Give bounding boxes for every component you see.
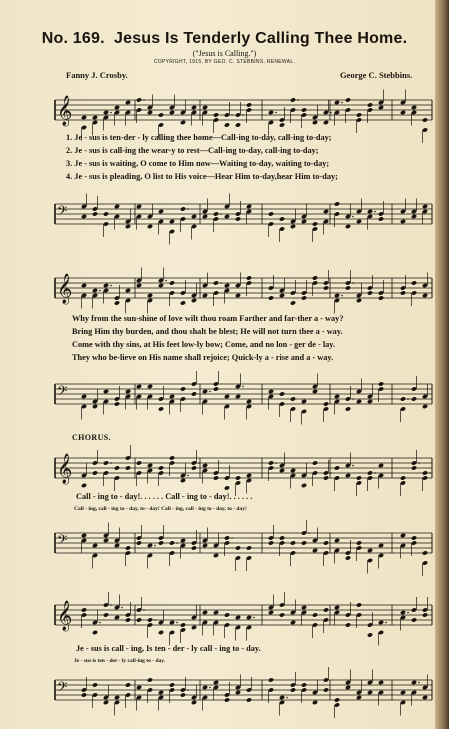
treble-staff-system-4	[0, 597, 449, 637]
svg-text:𝄞: 𝄞	[57, 274, 73, 304]
bass-staff-system-2	[0, 376, 449, 416]
copyright-line: COPYRIGHT, 1915, BY GEO. C. STEBBINS. RENEWAL.	[153, 59, 296, 65]
bass-staff-system-3	[0, 525, 449, 565]
lyricist-credit: Fanny J. Crosby.	[66, 70, 128, 80]
chorus-lyric-2-alto: Je - sus is ten - der - ly call-ing to - day.	[74, 658, 166, 664]
treble-staff-system-1	[0, 92, 449, 132]
treble-staff-system-3	[0, 450, 449, 490]
verse2-line-1: Why from the sun-shine of love wilt thou roam Farther and far-ther a - way?	[72, 314, 344, 323]
verse2-line-2: Bring Him thy burden, and thou shalt be blest; He will not turn thee a - way.	[72, 327, 343, 336]
svg-text:𝄞: 𝄞	[57, 96, 73, 126]
chorus-lyric-2: Je - sus is call - ing, Is ten - der - ly call - ing to - day.	[76, 644, 261, 653]
bass-staff-system-1	[0, 196, 449, 236]
chorus-lyric-1-alto: Call - ing, call - ing to - day, to - day! Call - ing, call - ing to - day, to - day!	[74, 506, 247, 512]
verse-line-4: 4. Je - sus is pleading, O list to His voice—Hear Him to-day,hear Him to-day;	[66, 172, 338, 181]
chorus-label: CHORUS.	[72, 433, 112, 442]
svg-text:𝄞: 𝄞	[57, 454, 73, 484]
svg-text:𝄢: 𝄢	[57, 679, 68, 698]
verse2-line-3: Come with thy sins, at His feet low-ly bow; Come, and no lon - ger de - lay.	[72, 340, 336, 349]
bass-staff-system-4	[0, 672, 449, 712]
hymn-title-text: Jesus Is Tenderly Calling Thee Home.	[114, 30, 408, 47]
hymn-title	[0, 30, 449, 48]
svg-text:𝄢: 𝄢	[57, 383, 68, 402]
hymn-subtitle: ("Jesus is Calling.")	[192, 49, 257, 58]
hymn-number: No. 169.	[41, 30, 105, 47]
verse2-line-4: They who be-lieve on His name shall rejoice; Quick-ly a - rise and a - way.	[72, 353, 334, 362]
verse-line-2: 2. Je - sus is call-ing the wear-y to rest—Call-ing to-day, call-ing to-day;	[66, 146, 319, 155]
svg-text:𝄢: 𝄢	[57, 532, 68, 551]
svg-text:𝄢: 𝄢	[57, 203, 68, 222]
verse-line-1: 1. Je - sus is ten-der - ly calling thee home—Call-ing to-day, call-ing to-day;	[66, 133, 332, 142]
composer-credit: George C. Stebbins.	[340, 70, 413, 80]
treble-staff-system-2	[0, 270, 449, 310]
svg-text:𝄞: 𝄞	[57, 601, 73, 631]
chorus-lyric-1: Call - ing to - day!. . . . . . Call - ing to - day!. . . . . .	[76, 492, 253, 501]
verse-line-3: 3. Je - sus is waiting, O come to Him now—Waiting to-day, waiting to-day;	[66, 159, 330, 168]
